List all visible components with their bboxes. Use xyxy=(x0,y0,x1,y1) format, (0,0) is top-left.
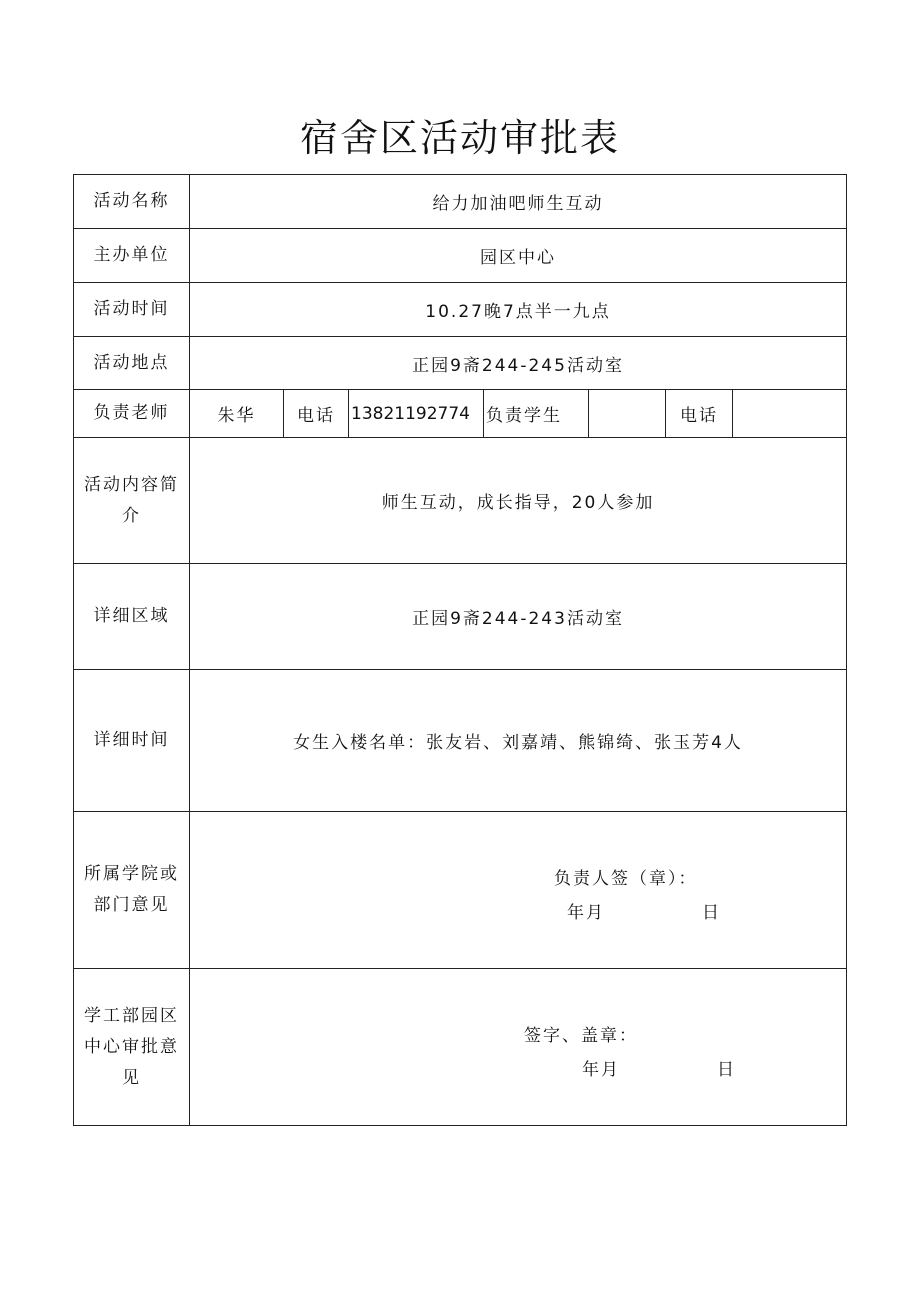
activity-name-value: 给力加油吧师生互动 xyxy=(190,175,847,229)
center-approval-cell xyxy=(190,969,847,1126)
student-name xyxy=(589,390,666,438)
activity-time-row xyxy=(74,283,847,337)
activity-name-row xyxy=(74,175,847,229)
organizer-label: 主办单位 xyxy=(74,229,190,283)
detail-time-row xyxy=(74,670,847,812)
approval-form-table xyxy=(73,174,847,1126)
activity-name-label: 活动名称 xyxy=(74,175,190,229)
center-approval-label: 学工部园区中心审批意见 xyxy=(74,969,190,1126)
organizer-value: 园区中心 xyxy=(190,229,847,283)
teacher-phone-label: 电话 xyxy=(284,390,349,438)
center-sign-label: 签字、盖章： xyxy=(524,1025,638,1046)
detail-time-value: 女生入楼名单：张友岩、刘嘉靖、熊锦绮、张玉芳4人 xyxy=(190,670,847,812)
teacher-phone: 13821192774 xyxy=(349,390,484,438)
college-opinion-cell xyxy=(190,812,847,969)
responsible-row xyxy=(74,390,847,438)
detail-area-row xyxy=(74,564,847,670)
activity-location-value: 正园9斋244-245活动室 xyxy=(190,337,847,390)
activity-content-value: 师生互动，成长指导，20人参加 xyxy=(190,438,847,564)
activity-location-label: 活动地点 xyxy=(74,337,190,390)
college-opinion-label: 所属学院或部门意见 xyxy=(74,812,190,969)
responsible-student-label: 负责学生 xyxy=(484,390,589,438)
organizer-row xyxy=(74,229,847,283)
form-title: 宿舍区活动审批表 xyxy=(299,116,620,160)
college-year-month: 年月 xyxy=(567,902,605,923)
college-sign-label: 负责人签（章）： xyxy=(554,868,698,889)
detail-area-label: 详细区域 xyxy=(74,564,190,670)
activity-time-label: 活动时间 xyxy=(74,283,190,337)
detail-area-value: 正园9斋244-243活动室 xyxy=(190,564,847,670)
center-approval-row xyxy=(74,969,847,1126)
detail-time-label: 详细时间 xyxy=(74,670,190,812)
responsible-teacher-label: 负责老师 xyxy=(74,390,190,438)
college-day: 日 xyxy=(702,902,721,923)
college-opinion-row xyxy=(74,812,847,969)
activity-content-row xyxy=(74,438,847,564)
student-phone-label: 电话 xyxy=(666,390,733,438)
center-year-month: 年月 xyxy=(582,1059,620,1080)
teacher-name: 朱华 xyxy=(190,390,284,438)
activity-location-row xyxy=(74,337,847,390)
student-phone xyxy=(733,390,847,438)
activity-content-label: 活动内容简介 xyxy=(74,438,190,564)
center-day: 日 xyxy=(717,1059,736,1080)
activity-time-value: 10.27晚7点半一九点 xyxy=(190,283,847,337)
